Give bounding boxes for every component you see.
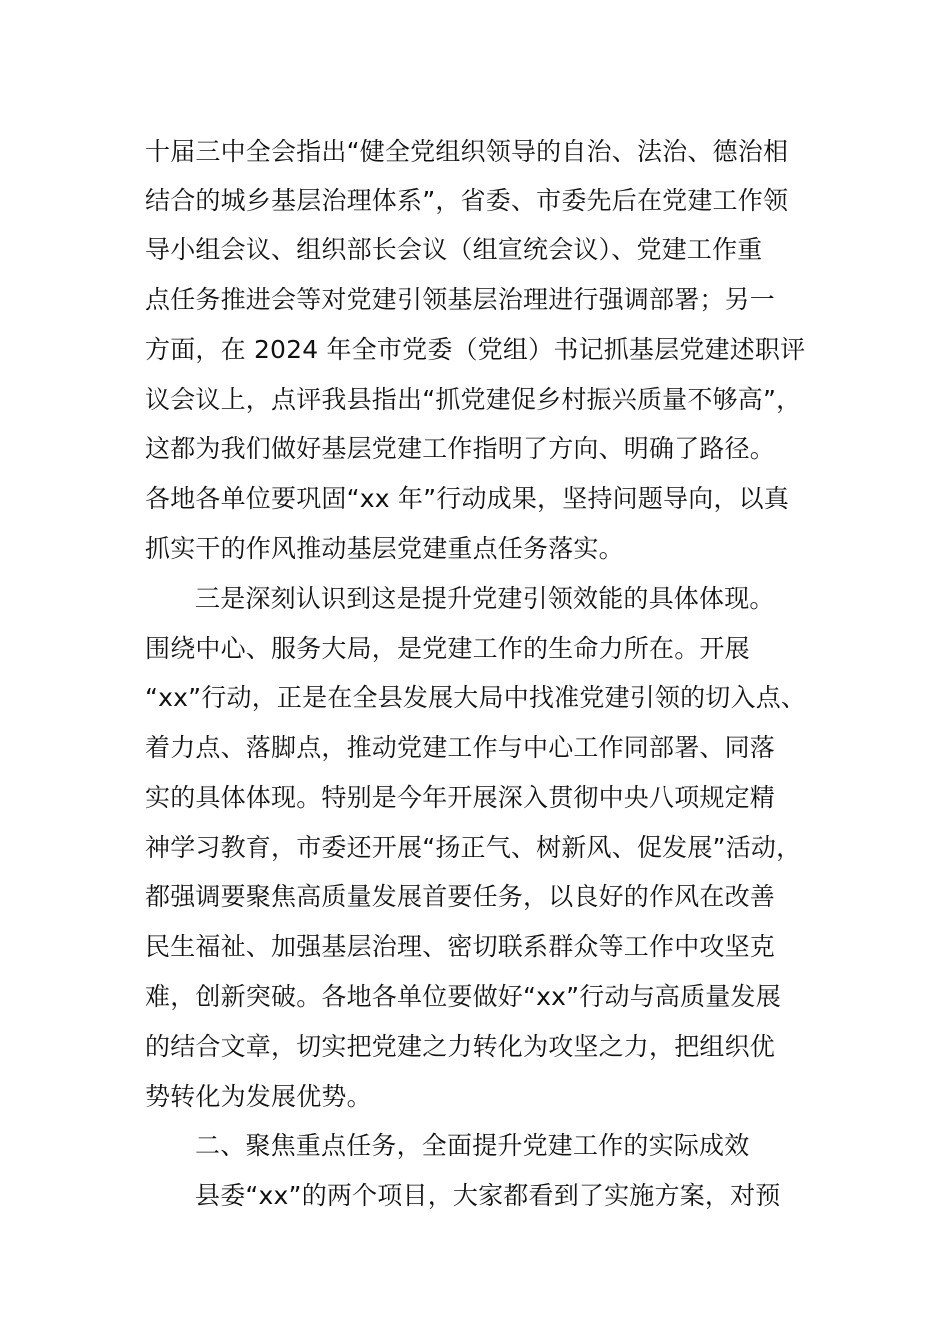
text-line: 势转化为发展优势。 [145, 1082, 372, 1111]
text-line: 抓实干的作风推动基层党建重点任务落实。 [145, 534, 624, 563]
text-line: 着力点、落脚点，推动党建工作与中心工作同部署、同落 [145, 733, 776, 762]
text-line: 县委“xx”的两个项目，大家都看到了实施方案，对预 [195, 1181, 781, 1210]
text-line: 议会议上，点评我县指出“抓党建促乡村振兴质量不够高”， [145, 385, 802, 414]
text-line: 各地各单位要巩固“xx 年”行动成果，坚持问题导向，以真 [145, 484, 790, 513]
text-line: 十届三中全会指出“健全党组织领导的自治、法治、德治相 [145, 137, 789, 166]
text-line: 方面，在 2024 年全市党委（党组）书记抓基层党建述职评 [145, 335, 806, 364]
text-line: 难，创新突破。各地各单位要做好“xx”行动与高质量发展 [145, 982, 781, 1011]
text-line: 的结合文章，切实把党建之力转化为攻坚之力，把组织优 [145, 1032, 776, 1061]
text-line: 点任务推进会等对党建引领基层治理进行强调部署；另一 [145, 285, 776, 314]
text-line: 实的具体体现。特别是今年开展深入贯彻中央八项规定精 [145, 783, 776, 812]
text-line: 这都为我们做好基层党建工作指明了方向、明确了路径。 [145, 434, 776, 463]
section-heading: 二、聚焦重点任务，全面提升党建工作的实际成效 [195, 1131, 750, 1160]
text-line: 都强调要聚焦高质量发展首要任务，以良好的作风在改善 [145, 882, 776, 911]
text-line: 围绕中心、服务大局，是党建工作的生命力所在。开展 [145, 634, 750, 663]
text-line: 神学习教育，市委还开展“扬正气、树新风、促发展”活动， [145, 833, 802, 862]
text-line: 结合的城乡基层治理体系”，省委、市委先后在党建工作领 [145, 186, 789, 215]
text-line: 民生福祉、加强基层治理、密切联系群众等工作中攻坚克 [145, 932, 776, 961]
paragraph-heading-three: 三是深刻认识到这是提升党建引领效能的具体体现。 [195, 584, 775, 613]
text-line: “xx”行动，正是在全县发展大局中找准党建引领的切入点、 [145, 683, 807, 712]
text-line: 导小组会议、组织部长会议（组宣统会议）、党建工作重 [145, 235, 763, 264]
